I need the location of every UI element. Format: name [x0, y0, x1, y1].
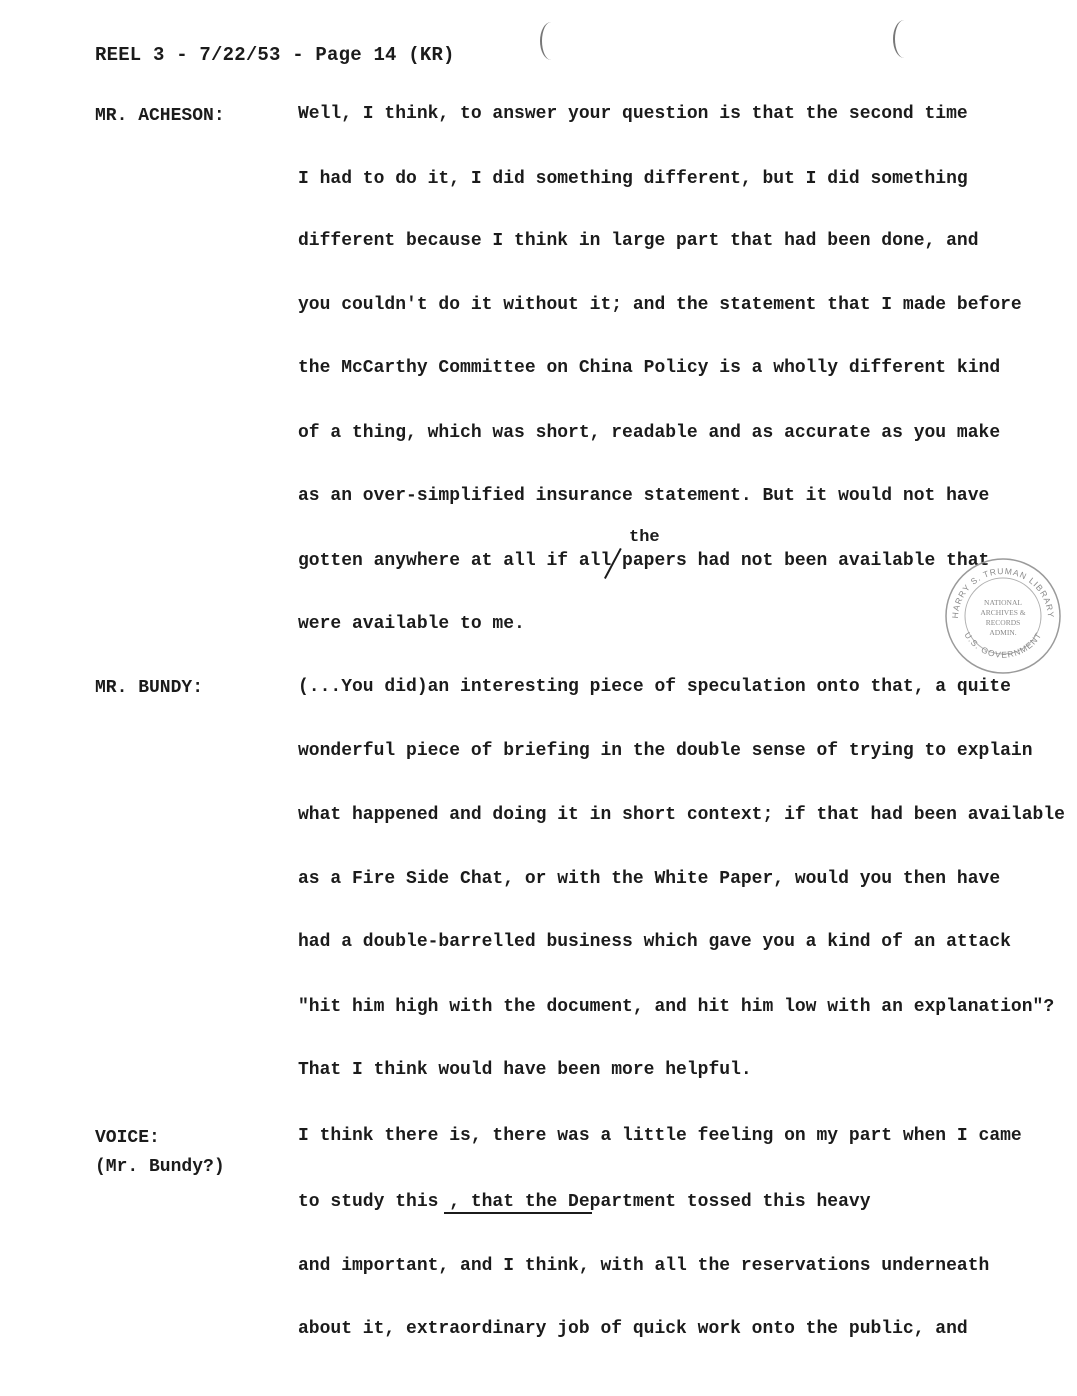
- punch-hole-left: [540, 22, 562, 60]
- stamp-center-line: RECORDS: [985, 618, 1021, 627]
- transcript-line: wonderful piece of briefing in the double sense of trying to explain: [298, 741, 1033, 761]
- speaker-voice: VOICE:: [95, 1128, 160, 1148]
- transcript-line: I think there is, there was a little feeling on my part when I came: [298, 1126, 1022, 1146]
- speaker-acheson: MR. ACHESON:: [95, 106, 225, 126]
- transcript-line: I had to do it, I did something different, but I did something: [298, 169, 968, 189]
- transcript-line: "hit him high with the document, and hit him low with an explanation"?: [298, 997, 1055, 1017]
- transcript-line: were available to me.: [298, 614, 525, 634]
- transcript-line: as an over-simplified insurance statement. But it would not have: [298, 486, 990, 506]
- blank-underline: [444, 1212, 592, 1214]
- punch-hole-right: [893, 20, 915, 58]
- page-header: REEL 3 - 7/22/53 - Page 14 (KR): [95, 44, 455, 66]
- stamp-center-line: NATIONAL: [984, 598, 1022, 607]
- transcript-line: of a thing, which was short, readable and as accurate as you make: [298, 423, 1001, 443]
- stamp-arc-top: HARRY S. TRUMAN LIBRARY: [949, 565, 1057, 619]
- transcript-line: you couldn't do it without it; and the statement that I made before: [298, 295, 1022, 315]
- transcript-line: gotten anywhere at all if all papers had not been available that: [298, 551, 990, 571]
- transcript-line: the McCarthy Committee on China Policy is a wholly different kind: [298, 358, 1001, 378]
- transcript-line: Well, I think, to answer your question is that the second time: [298, 104, 968, 124]
- transcript-line: as a Fire Side Chat, or with the White Paper, would you then have: [298, 869, 1001, 889]
- transcript-line: had a double-barrelled business which gave you a kind of an attack: [298, 932, 1011, 952]
- speaker-voice-attribution: (Mr. Bundy?): [95, 1157, 225, 1177]
- transcript-line: about it, extraordinary job of quick work onto the public, and: [298, 1319, 968, 1339]
- handwritten-insertion: the: [629, 528, 660, 547]
- stamp-arc-bottom: U.S. GOVERNMENT: [962, 630, 1044, 660]
- stamp-center-line: ADMIN.: [989, 628, 1017, 637]
- transcript-line: (...You did)an interesting piece of speculation onto that, a quite: [298, 677, 1011, 697]
- transcript-line: and important, and I think, with all the reservations underneath: [298, 1256, 990, 1276]
- transcript-line: what happened and doing it in short context; if that had been available: [298, 805, 1065, 825]
- speaker-bundy: MR. BUNDY:: [95, 678, 204, 698]
- archive-stamp-seal: [944, 557, 1062, 675]
- transcript-line: to study this , that the Department tossed this heavy: [298, 1192, 871, 1212]
- transcript-line: different because I think in large part that had been done, and: [298, 231, 979, 251]
- transcript-line: That I think would have been more helpful.: [298, 1060, 752, 1080]
- stamp-center-line: ARCHIVES &: [980, 608, 1026, 617]
